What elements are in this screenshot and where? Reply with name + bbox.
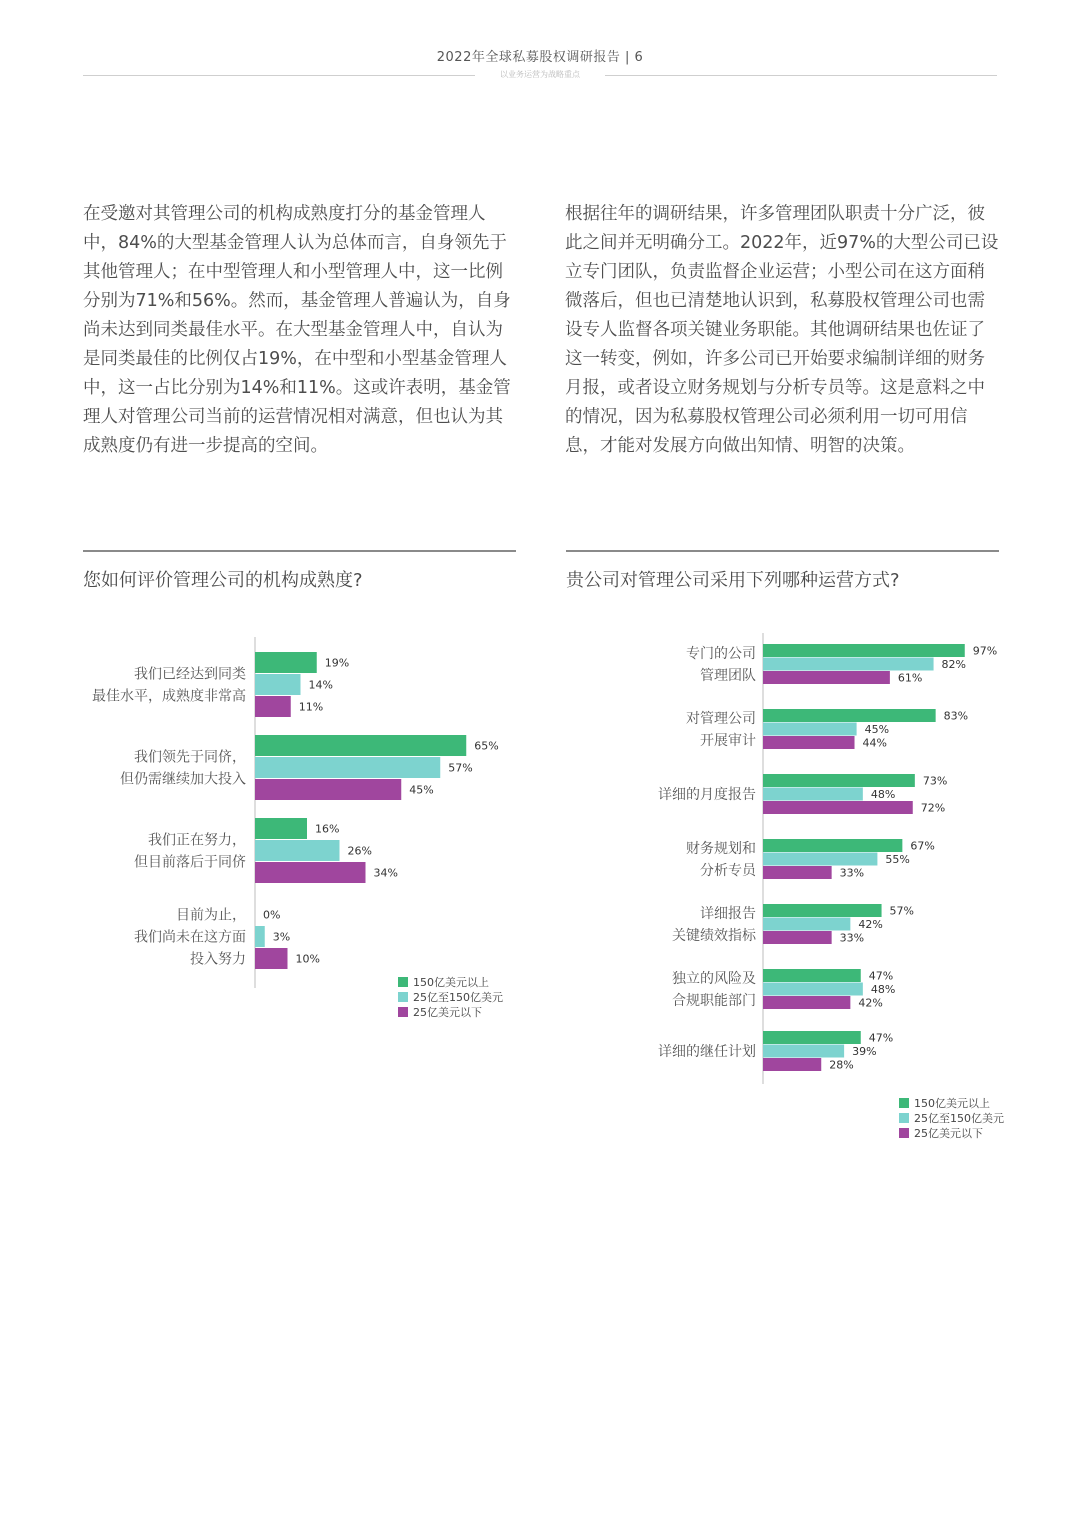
- chart1-legend-label: 25亿美元以下: [413, 1006, 482, 1019]
- chart2-bar: [763, 866, 832, 879]
- chart2-bar: [763, 774, 915, 787]
- chart1-bar: [255, 862, 366, 883]
- chart1-category-label: 但仍需继续加大投入: [120, 771, 246, 788]
- chart2-value-label: 48%: [870, 788, 896, 801]
- chart2-legend-label: 150亿美元以上: [914, 1097, 990, 1110]
- chart2-category-label: 详细报告: [700, 906, 756, 922]
- chart1-legend-swatch: [398, 1007, 408, 1017]
- chart1-legend-label: 150亿美元以上: [413, 976, 489, 989]
- chart2-category-label: 关键绩效指标: [672, 928, 756, 944]
- header-subtitle: 以业务运营为战略重点: [500, 70, 580, 79]
- chart1-value-label: 14%: [308, 678, 333, 692]
- chart2-bar: [763, 996, 850, 1009]
- header-title: 2022年全球私募股权调研报告 | 6: [436, 50, 644, 65]
- chart1-value-label: 11%: [298, 700, 324, 714]
- chart2-category-label: 开展审计: [700, 733, 756, 749]
- chart2-bar: [763, 788, 863, 801]
- chart2-bar: [763, 904, 882, 917]
- chart2-value-label: 82%: [941, 658, 967, 671]
- chart2-bar: [763, 709, 936, 722]
- chart1-value-label: 16%: [315, 822, 340, 836]
- chart2-value-label: 28%: [829, 1058, 854, 1072]
- paragraph-right: 根据往年的调研结果，许多管理团队职责十分广泛，彼此之间并无明确分工。2022年，近97%的大型公司已设立专门团队，负责监督企业运营；小型公司在这方面稍微落后，但也已清楚地认识到，私募股权管理公司也需设专人监督各项关键业务职能。其他调研结果也佐证了这一转变，例如，许多公司已开始要求编制详细的财务月报，或者设立财务规划与分析专员等。这是意料之中的情况，因为私募股权管理公司必须利用一切可用信息，才能对发展方向做出知情、明智的决策。: [565, 204, 999, 456]
- chart2-legend-label: 25亿至150亿美元: [914, 1112, 1004, 1125]
- chart2-category-label: 对管理公司: [686, 711, 756, 727]
- chart2-legend-swatch: [899, 1128, 909, 1138]
- chart2-category-label: 管理团队: [700, 668, 756, 684]
- chart2-bar: [763, 931, 832, 944]
- chart2-value-label: 73%: [922, 774, 948, 788]
- chart1-bar: [255, 696, 291, 717]
- chart1-bar: [255, 840, 340, 861]
- chart1-bar: [255, 652, 317, 673]
- chart2-bar: [763, 853, 877, 866]
- chart2-value-label: 83%: [943, 709, 969, 723]
- chart2-value-label: 55%: [885, 853, 910, 866]
- chart1-value-label: 65%: [474, 739, 499, 753]
- chart1-bar: [255, 948, 288, 969]
- chart1-bar: [255, 926, 265, 947]
- chart1-title: 您如何评价管理公司的机构成熟度?: [83, 570, 363, 591]
- chart1-bar: [255, 818, 307, 839]
- chart2-value-label: 57%: [889, 904, 915, 918]
- chart1-category-label: 我们领先于同侪，: [134, 749, 246, 766]
- chart1-category-label: 但目前落后于同侪: [134, 854, 246, 871]
- chart1-bar: [255, 779, 401, 800]
- chart2-category-label: 专门的公司: [686, 646, 756, 662]
- chart2-value-label: 61%: [897, 671, 923, 685]
- chart1-category-label: 我们尚未在这方面: [134, 929, 246, 946]
- chart1-category-label: 最佳水平，成熟度非常高: [92, 688, 246, 705]
- chart2-bar: [763, 723, 857, 736]
- chart1-value-label: 45%: [409, 783, 434, 797]
- chart2-bar: [763, 839, 902, 852]
- chart2-value-label: 67%: [910, 839, 935, 853]
- chart2-value-label: 42%: [858, 996, 883, 1010]
- chart2-value-label: 72%: [920, 801, 946, 815]
- chart2-value-label: 45%: [864, 723, 890, 736]
- chart1-value-label: 57%: [448, 761, 473, 775]
- chart1-legend-swatch: [398, 992, 408, 1002]
- chart2-legend-swatch: [899, 1098, 909, 1108]
- chart2-category-label: 独立的风险及: [672, 971, 756, 987]
- chart2-legend-swatch: [899, 1113, 909, 1123]
- chart2-category-label: 详细的继任计划: [658, 1044, 756, 1060]
- chart2-value-label: 97%: [972, 644, 998, 658]
- chart2-bar: [763, 801, 913, 814]
- chart2-value-label: 47%: [868, 1031, 894, 1045]
- chart2-category-label: 详细的月度报告: [658, 787, 756, 803]
- chart2-category-label: 合规职能部门: [672, 993, 756, 1009]
- chart2-bar: [763, 1058, 821, 1071]
- chart1-category-label: 投入努力: [190, 951, 246, 968]
- chart1-category-label: 我们正在努力，: [148, 832, 246, 849]
- chart1-legend-label: 25亿至150亿美元: [413, 991, 503, 1004]
- chart1-legend-swatch: [398, 977, 408, 987]
- chart1-category-label: 我们已经达到同类: [134, 666, 246, 683]
- chart2-category-label: 分析专员: [700, 863, 756, 879]
- chart2-bar: [763, 969, 861, 982]
- chart1-value-label: 26%: [347, 844, 372, 858]
- chart2-value-label: 33%: [839, 931, 865, 945]
- chart1-value-label: 0%: [263, 908, 281, 922]
- chart1-value-label: 19%: [324, 656, 350, 670]
- chart2-bar: [763, 983, 863, 996]
- chart2-value-label: 39%: [852, 1045, 877, 1058]
- chart2-bar: [763, 644, 965, 657]
- chart2-bar: [763, 1031, 861, 1044]
- chart2-title: 贵公司对管理公司采用下列哪种运营方式?: [566, 570, 900, 591]
- chart2-bar: [763, 658, 934, 671]
- chart1-bar: [255, 757, 440, 778]
- chart2-bar: [763, 671, 890, 684]
- chart1-category-label: 目前为止，: [176, 907, 246, 924]
- chart2-value-label: 48%: [870, 983, 896, 996]
- chart2-value-label: 42%: [858, 918, 883, 931]
- chart2-bar: [763, 918, 850, 931]
- chart1-bar: [255, 735, 466, 756]
- chart2-bar: [763, 1045, 844, 1058]
- chart2-value-label: 44%: [862, 736, 887, 750]
- chart1-bar: [255, 674, 301, 695]
- chart1-value-label: 34%: [373, 866, 398, 880]
- paragraph-left: 在受邀对其管理公司的机构成熟度打分的基金管理人中，84%的大型基金管理人认为总体而言，自身领先于其他管理人；在中型管理人和小型管理人中，这一比例分别为71%和56%。然而，基金管理人普遍认为，自身尚未达到同类最佳水平。在大型基金管理人中，自认为是同类最佳的比例仅占19%，在中型和小型基金管理人中，这一占比分别为14%和11%。这或许表明，基金管理人对管理公司当前的运营情况相对满意，但也认为其成熟度仍有进一步提高的空间。: [83, 204, 511, 456]
- chart1-value-label: 3%: [272, 930, 291, 944]
- chart2-value-label: 47%: [868, 969, 894, 983]
- chart2-category-label: 财务规划和: [686, 841, 756, 857]
- chart1-value-label: 10%: [295, 952, 320, 966]
- chart2-value-label: 33%: [839, 866, 865, 880]
- chart2-bar: [763, 736, 855, 749]
- chart2-legend-label: 25亿美元以下: [914, 1127, 983, 1140]
